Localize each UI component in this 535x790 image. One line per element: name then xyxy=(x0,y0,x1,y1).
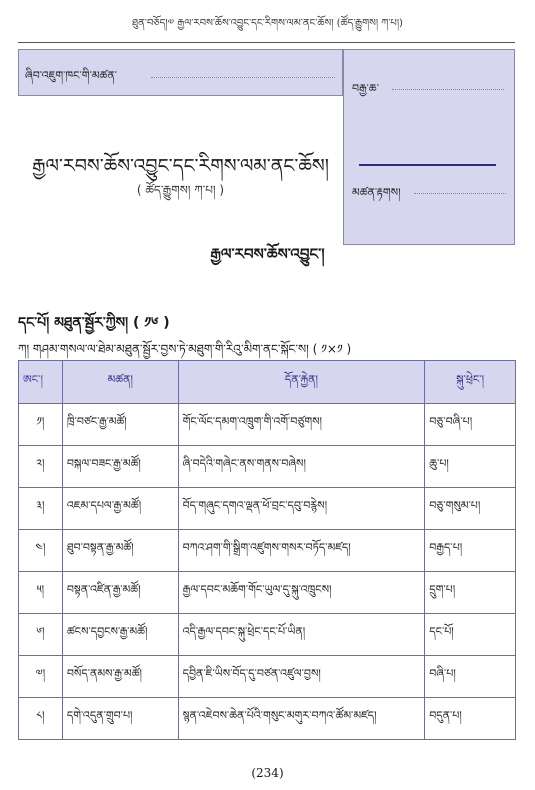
cell-generation: དང་པོ། xyxy=(425,614,516,656)
book-subtitle: ( ཚོད་རྒྱུགས། ཀ་པ། ) xyxy=(136,183,225,197)
table-header-row xyxy=(19,361,516,404)
cell-event: རྒྱལ་དབང་མཆོག་གོང་ཡུལ་དུ་སྐུ་འཁྲུངས། xyxy=(178,572,425,614)
score-line[interactable] xyxy=(392,89,504,90)
table-row xyxy=(19,698,516,740)
cell-number: ༧། xyxy=(19,656,63,698)
question-text: ཀ། གཤམ་གསལ་ལ་ཐེམ་མཐུན་སྦྱོར་བྱས་ཏེ་མཐུག་གི་རིའུ་མིག་ནང་སྐོང་ས། ( ༡×༡ ) xyxy=(18,342,352,356)
cell-generation: བཅུ་གསུམ་པ། xyxy=(425,488,516,530)
page-number: (234) xyxy=(251,766,284,780)
cell-generation: ཆུ་པ། xyxy=(425,446,516,488)
cell-event: བོད་གཞུང་དགའ་ལྡན་ཕོ་བྲང་དབུ་བརྙེས། xyxy=(178,488,425,530)
cell-number: ༤། xyxy=(19,530,63,572)
cell-generation: བཅུ་བཞི་པ། xyxy=(425,404,516,446)
table-row xyxy=(19,446,516,488)
cell-number: ༢། xyxy=(19,446,63,488)
cell-name: བསོད་ནམས་རྒྱ་མཚོ། xyxy=(62,656,178,698)
name-field-label: ཞིབ་འཇུག་ཁང་གི་མཚན་ xyxy=(25,69,118,82)
table-row xyxy=(19,488,516,530)
title-card xyxy=(18,49,515,245)
cell-number: ༣། xyxy=(19,488,63,530)
name-field-box xyxy=(18,49,343,96)
cell-number: ༨། xyxy=(19,698,63,740)
cell-generation: བདུན་པ། xyxy=(425,698,516,740)
cell-number: ༦། xyxy=(19,614,63,656)
score-panel xyxy=(343,49,515,245)
cell-number: ༥། xyxy=(19,572,63,614)
cell-event: དབྱིན་ཇི་ཡིས་བོད་དུ་བཙན་འཛུལ་བྱས། xyxy=(178,656,425,698)
column-header-event: དོན་རྐྱེན། xyxy=(178,361,425,404)
cell-generation: དྲུག་པ། xyxy=(425,572,516,614)
cell-name: བསྟན་འཛིན་རྒྱ་མཚོ། xyxy=(62,572,178,614)
column-header-number: ཨང་། xyxy=(19,361,63,404)
table-row xyxy=(19,614,516,656)
table-row xyxy=(19,656,516,698)
cell-name: ཁྲི་བཙང་རྒྱ་མཚོ། xyxy=(62,404,178,446)
signature-line[interactable] xyxy=(414,193,506,194)
matching-table xyxy=(18,360,516,740)
column-header-name: མཚན། xyxy=(62,361,178,404)
cell-event: སྙན་འཇེབས་ཆེན་པོའི་གསུང་མགུར་བཀའ་ཚོམ་མཛད། xyxy=(178,698,425,740)
signature-underline xyxy=(359,164,496,166)
cell-event: འདི་རྒྱལ་དབང་སྐུ་ཕྲེང་དང་པོ་ཡིན། xyxy=(178,614,425,656)
cell-name: བསྐལ་བཟང་རྒྱ་མཚོ། xyxy=(62,446,178,488)
lesson-title: རྒྱལ་རབས་ཆོས་འབྱུང་། xyxy=(210,245,325,263)
cell-event: བཀའ་ཤག་གི་སྒྲིག་འཛུགས་གསར་བཏོད་མཛད། xyxy=(178,530,425,572)
column-header-generation: སྐུ་ཕྲེང་། xyxy=(425,361,516,404)
cell-name: འཇམ་དཔལ་རྒྱ་མཚོ། xyxy=(62,488,178,530)
cell-number: ༡། xyxy=(19,404,63,446)
table-row xyxy=(19,572,516,614)
cell-generation: བརྒྱད་པ། xyxy=(425,530,516,572)
table-row xyxy=(19,530,516,572)
score-label: བརྒྱ་ཆ་ xyxy=(352,82,379,95)
header-rule xyxy=(18,42,515,43)
table-row xyxy=(19,404,516,446)
section-title: དང་པོ། མཐུན་སྦྱོར་ཀྱིས། ( ༡༦ ) xyxy=(18,315,170,331)
name-field-line[interactable] xyxy=(151,77,335,78)
cell-name: དགེ་འདུན་གྲུབ་པ། xyxy=(62,698,178,740)
signature-label: མཚན་རྟགས། xyxy=(352,186,401,199)
cell-generation: བཞི་པ། xyxy=(425,656,516,698)
book-title: རྒྱལ་རབས་ཆོས་འབྱུང་དང་རིགས་ལམ་ནང་ཆོས། xyxy=(32,155,329,177)
cell-name: ཐུབ་བསྟན་རྒྱ་མཚོ། xyxy=(62,530,178,572)
cell-event: ཞི་བདེའི་གཞེང་ནས་གནས་བཞེས། xyxy=(178,446,425,488)
running-header: ཐུན་བཅོད།༧ རྒྱལ་རབས་ཆོས་འབྱུང་དང་རིགས་ལམ་ནང་ཆོས། (ཚོད་རྒྱུགས། ཀ་པ།) xyxy=(132,18,403,29)
cell-event: གོང་ལོང་དམག་འཁྲུག་གི་འགོ་བཙུགས། xyxy=(178,404,425,446)
cell-name: ཚངས་དབྱངས་རྒྱ་མཚོ། xyxy=(62,614,178,656)
